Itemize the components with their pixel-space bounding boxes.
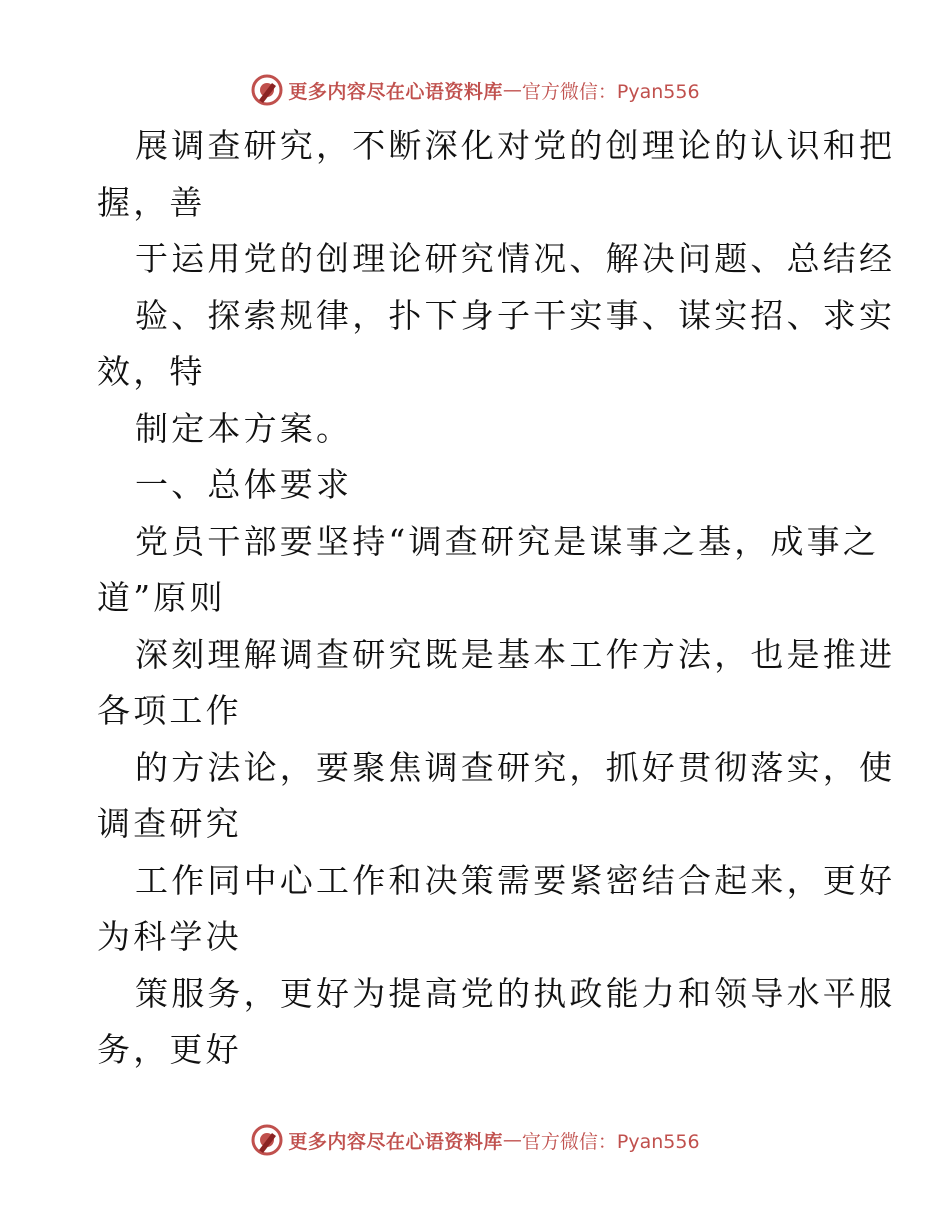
text-line: 策服务，更好为提高党的执政能力和领导水平服 <box>135 973 896 1013</box>
banner-separator: — <box>502 79 522 101</box>
text-line: 深刻理解调查研究既是基本工作方法，也是推进 <box>135 634 896 674</box>
banner-wechat-text: 官方微信：Pyan556 <box>521 1130 700 1153</box>
text-line: 握，善 <box>97 182 206 222</box>
text-line: 的方法论，要聚焦调查研究，抓好贯彻落实，使 <box>135 747 896 787</box>
text-line: 为科学决 <box>97 917 242 956</box>
text-line: 效，特 <box>97 352 206 391</box>
pen-logo-icon <box>250 1123 284 1157</box>
text-line: 展调查研究，不断深化对党的创理论的认识和把 <box>135 126 896 165</box>
banner-wechat-text: 官方微信：Pyan556 <box>521 80 700 103</box>
footer-banner <box>0 1120 950 1160</box>
text-line: 工作同中心工作和决策需要紧密结合起来，更好 <box>135 860 896 900</box>
text-line: 党员干部要坚持“调查研究是谋事之基，成事之 <box>135 521 880 561</box>
text-line: 制定本方案。 <box>135 408 353 448</box>
text-line: 道”原则 <box>97 578 226 617</box>
pen-logo-icon <box>250 73 284 107</box>
header-banner <box>0 70 950 110</box>
text-line: 调查研究 <box>97 804 242 843</box>
text-line: 务，更好 <box>97 1030 242 1069</box>
banner-main-text: 更多内容尽在心语资料库 <box>288 1130 503 1153</box>
text-line: 验、探索规律，扑下身子干实事、谋实招、求实 <box>135 295 896 335</box>
text-line: 各项工作 <box>97 691 242 730</box>
document-body <box>97 118 896 1079</box>
section-heading: 一、总体要求 <box>135 465 353 504</box>
banner-separator: — <box>502 1129 522 1151</box>
banner-main-text: 更多内容尽在心语资料库 <box>288 80 503 103</box>
text-line: 于运用党的创理论研究情况、解决问题、总结经 <box>135 239 896 278</box>
